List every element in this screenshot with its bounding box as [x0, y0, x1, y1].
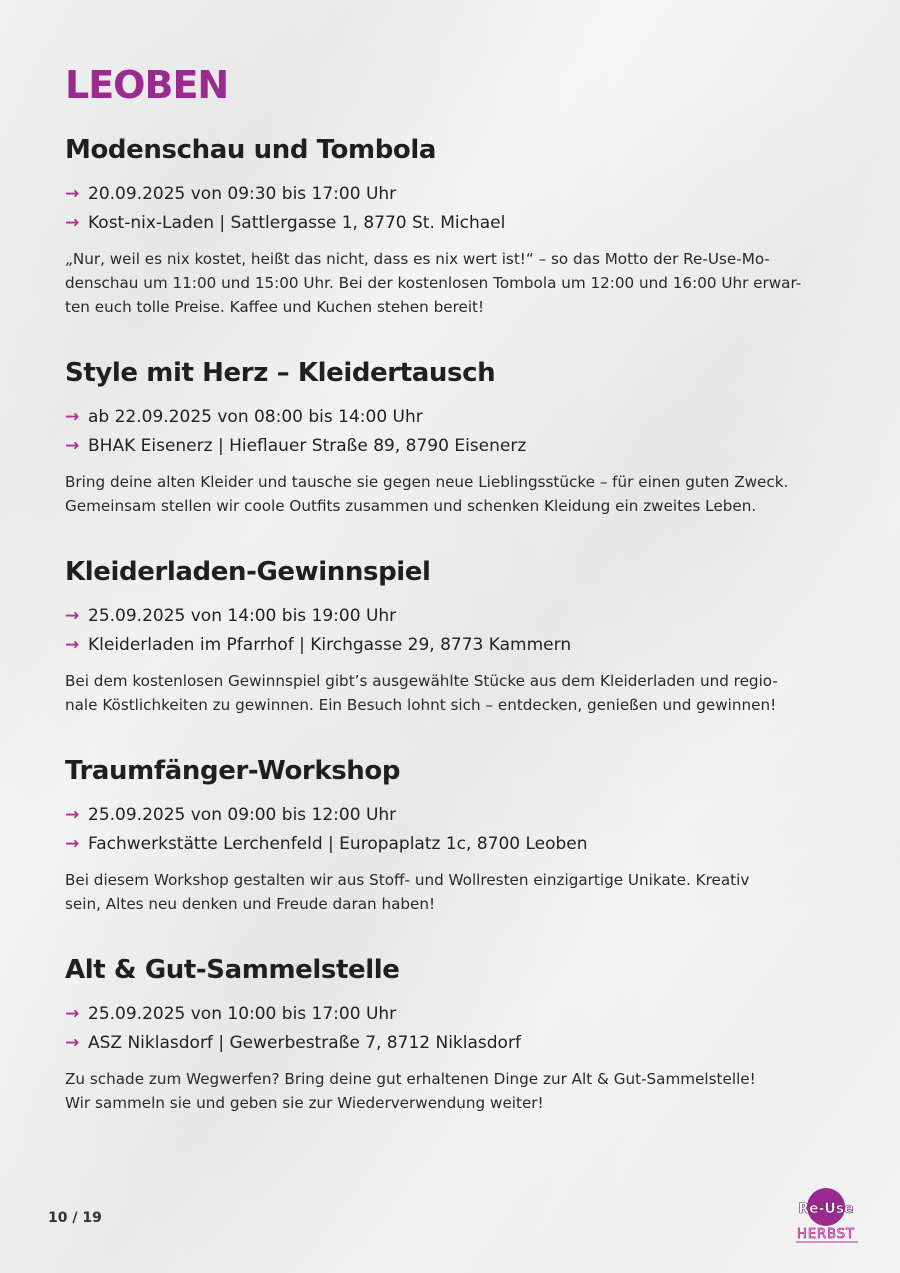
event-description — [65, 669, 840, 717]
description-line: Gemeinsam stellen wir coole Outfits zusammen und schenken Kleidung ein zweites Leben. — [65, 497, 757, 515]
logo-line2: HERBST — [797, 1227, 855, 1242]
event-description — [65, 868, 840, 916]
event-title: Modenschau und Tombola — [65, 135, 437, 165]
event-location: Fachwerkstätte Lerchenfeld | Europaplatz 1c, 8700 Leoben — [88, 834, 588, 854]
arrow-right-icon: → — [65, 834, 80, 854]
event-date: 25.09.2025 von 14:00 bis 19:00 Uhr — [88, 606, 397, 626]
event-block — [65, 357, 840, 518]
event-title: Style mit Herz – Kleidertausch — [65, 358, 496, 388]
description-line: denschau um 11:00 und 15:00 Uhr. Bei der kostenlosen Tombola um 12:00 und 16:00 Uhr erwar- — [65, 274, 802, 292]
description-line: sein, Altes neu denken und Freude daran haben! — [65, 895, 436, 913]
page-title: LEOBEN — [65, 63, 229, 107]
arrow-right-icon: → — [65, 184, 80, 204]
description-line: Wir sammeln sie und geben sie zur Wiederverwendung weiter! — [65, 1094, 544, 1112]
event-title: Alt & Gut-Sammelstelle — [65, 955, 400, 985]
event-description — [65, 1067, 840, 1115]
description-line: nale Köstlichkeiten zu gewinnen. Ein Besuch lohnt sich – entdecken, genießen und gewinnen! — [65, 696, 777, 714]
page-number: 10 / 19 — [48, 1210, 102, 1226]
event-location: BHAK Eisenerz | Hieflauer Straße 89, 8790 Eisenerz — [88, 436, 527, 456]
event-date: 25.09.2025 von 10:00 bis 17:00 Uhr — [88, 1004, 397, 1024]
event-location-row — [65, 432, 840, 461]
description-line: Zu schade zum Wegwerfen? Bring deine gut erhaltenen Dinge zur Alt & Gut-Sammelstelle! — [65, 1070, 756, 1088]
event-description — [65, 470, 840, 518]
event-date-row — [65, 801, 840, 830]
event-location: ASZ Niklasdorf | Gewerbestraße 7, 8712 Niklasdorf — [88, 1033, 521, 1053]
event-location-row — [65, 209, 840, 238]
event-block — [65, 556, 840, 717]
description-line: Bring deine alten Kleider und tausche sie gegen neue Lieblingsstücke – für einen guten Zweck. — [65, 473, 789, 491]
event-date-row — [65, 403, 840, 432]
reuse-herbst-logo — [790, 1186, 862, 1244]
arrow-right-icon: → — [65, 805, 80, 825]
event-block — [65, 954, 840, 1115]
arrow-right-icon: → — [65, 213, 80, 233]
description-line: Bei dem kostenlosen Gewinnspiel gibt’s ausgewählte Stücke aus dem Kleiderladen und regio- — [65, 672, 778, 690]
event-block — [65, 134, 840, 319]
arrow-right-icon: → — [65, 635, 80, 655]
event-location: Kleiderladen im Pfarrhof | Kirchgasse 29, 8773 Kammern — [88, 635, 572, 655]
event-location: Kost-nix-Laden | Sattlergasse 1, 8770 St. Michael — [88, 213, 506, 233]
event-date-row — [65, 180, 840, 209]
event-title: Traumfänger-Workshop — [65, 756, 401, 786]
arrow-right-icon: → — [65, 1033, 80, 1053]
arrow-right-icon: → — [65, 1004, 80, 1024]
event-date-row — [65, 1000, 840, 1029]
description-line: „Nur, weil es nix kostet, heißt das nicht, dass es nix wert ist!“ – so das Motto der Re-Use-Mo- — [65, 250, 770, 268]
description-line: Bei diesem Workshop gestalten wir aus Stoff- und Wollresten einzigartige Unikate. Kreativ — [65, 871, 750, 889]
event-date: 25.09.2025 von 09:00 bis 12:00 Uhr — [88, 805, 397, 825]
arrow-right-icon: → — [65, 436, 80, 456]
event-date: ab 22.09.2025 von 08:00 bis 14:00 Uhr — [88, 407, 423, 427]
arrow-right-icon: → — [65, 407, 80, 427]
event-date-row — [65, 602, 840, 631]
event-location-row — [65, 1029, 840, 1058]
description-line: ten euch tolle Preise. Kaffee und Kuchen stehen bereit! — [65, 298, 485, 316]
logo-line1: Re-Use — [798, 1201, 854, 1217]
event-location-row — [65, 830, 840, 859]
event-block — [65, 755, 840, 916]
event-description — [65, 247, 840, 319]
event-date: 20.09.2025 von 09:30 bis 17:00 Uhr — [88, 184, 397, 204]
event-location-row — [65, 631, 840, 660]
page-content — [65, 62, 840, 1153]
arrow-right-icon: → — [65, 606, 80, 626]
event-title: Kleiderladen-Gewinnspiel — [65, 557, 431, 587]
